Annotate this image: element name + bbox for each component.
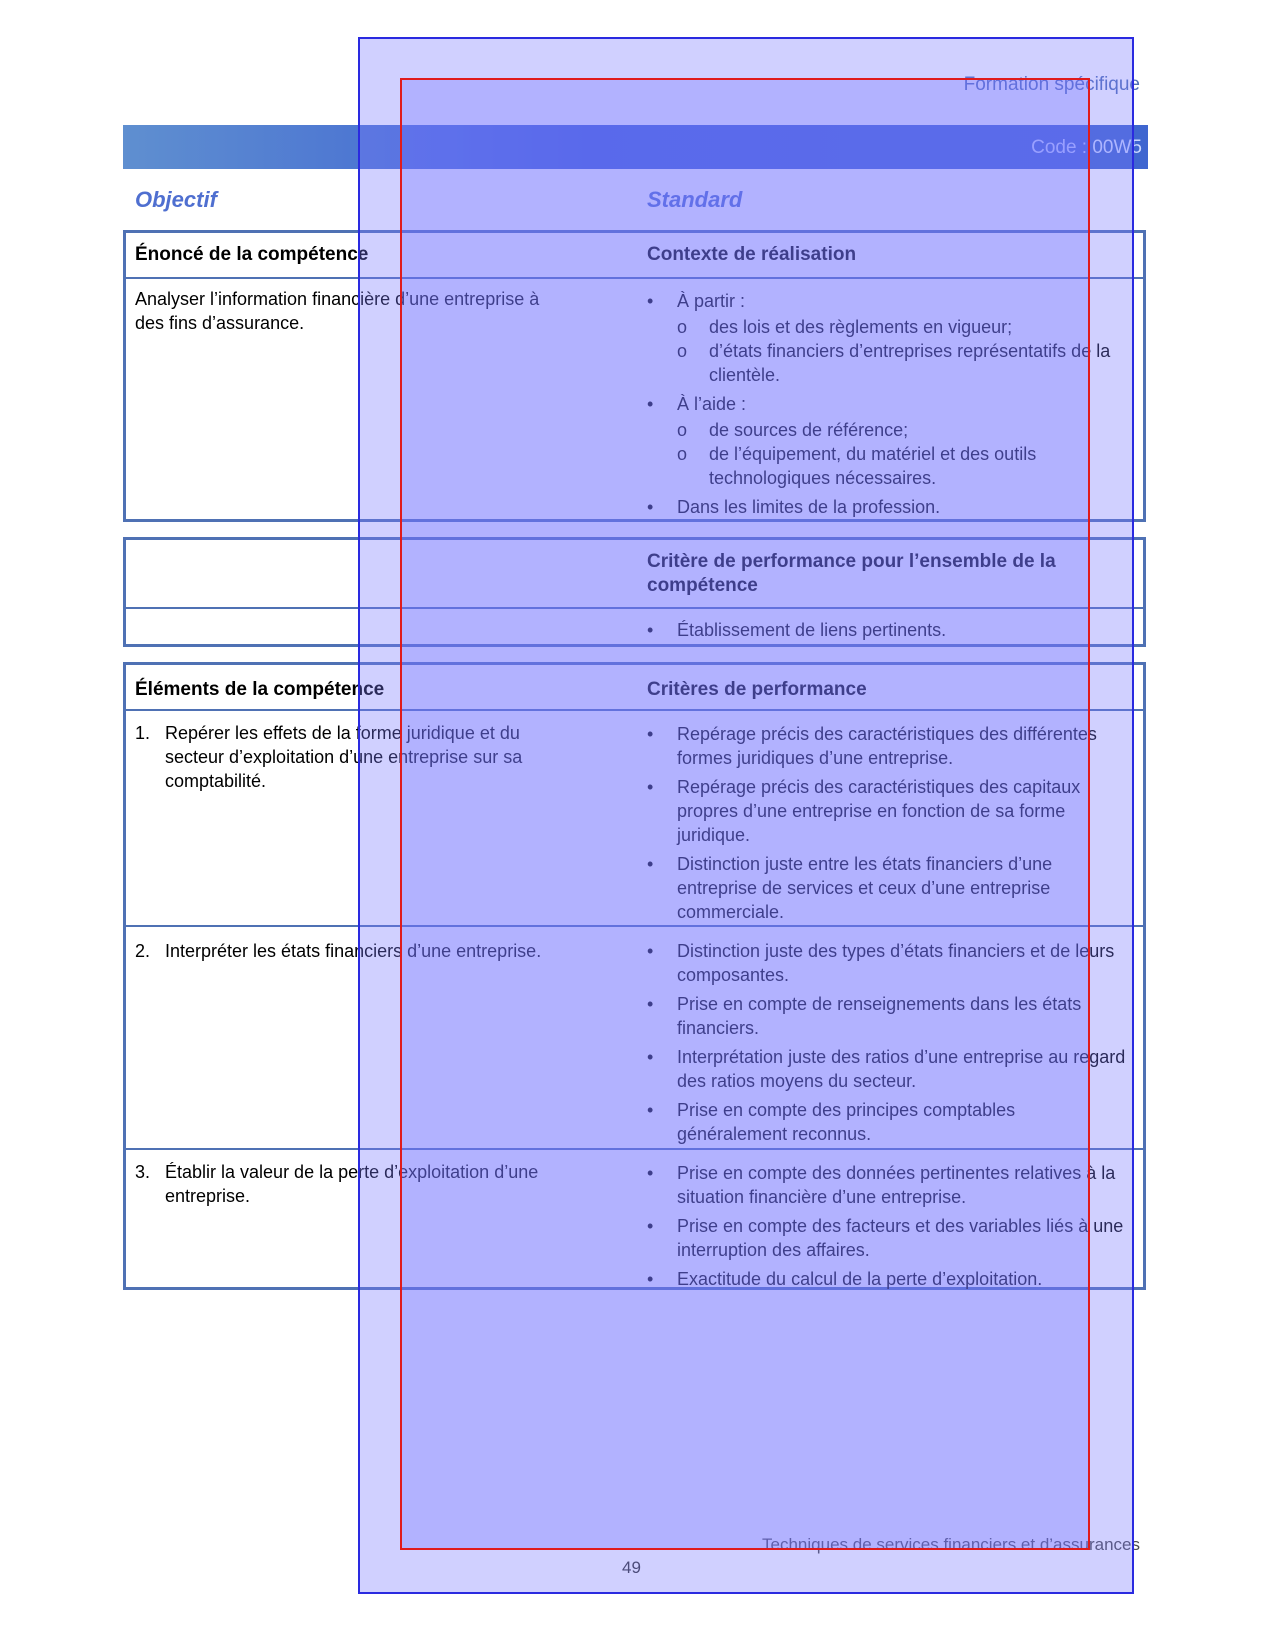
competence-statement-header: Énoncé de la compétence	[135, 244, 369, 265]
element-criterion-text: Interprétation juste des ratios d’une entreprise au regard des ratios moyens du secteur.	[677, 1047, 1126, 1091]
sub-bullet-icon: o	[677, 341, 688, 361]
element-criterion-text: Repérage précis des caractéristiques des capitaux propres d’une entreprise en fonction de sa forme juridique.	[677, 777, 1081, 845]
bullet-icon: •	[647, 724, 654, 744]
element-text: Repérer les effets de la forme juridique et du secteur d’exploitation d’une entreprise sur sa comptabilité.	[165, 723, 523, 791]
sub-bullet-icon: o	[677, 444, 688, 464]
element-criterion-text: Repérage précis des caractéristiques des différentes formes juridiques d’une entreprise.	[677, 724, 1097, 768]
bullet-icon: •	[647, 497, 654, 517]
context-subitem-text: de l’équipement, du matériel et des outils technologiques nécessaires.	[709, 444, 1037, 488]
bullet-icon: •	[647, 1047, 654, 1067]
sub-bullet-icon: o	[677, 420, 688, 440]
page-number: 49	[622, 1558, 641, 1577]
highlight-region-inner	[400, 78, 1090, 1550]
context-subitem-text: de sources de référence;	[709, 420, 909, 440]
element-criterion-text: Distinction juste des types d’états financiers et de leurs composantes.	[677, 941, 1115, 985]
program-code: Code : 00W5	[1031, 137, 1142, 158]
context-item-text: À l’aide :	[677, 394, 747, 414]
element-number: 3.	[135, 1162, 151, 1182]
competence-statement-line: Analyser l’information financière d’une entreprise à	[135, 289, 540, 309]
sub-bullet-icon: o	[677, 317, 688, 337]
bullet-icon: •	[647, 1163, 654, 1183]
bullet-icon: •	[647, 1216, 654, 1236]
element-criterion-text: Prise en compte des données pertinentes relatives à la situation financière d’une entreprise.	[677, 1163, 1116, 1207]
elements-header: Éléments de la compétence	[135, 679, 385, 700]
bullet-icon: •	[647, 394, 654, 414]
standard-column-title: Standard	[647, 187, 743, 212]
bullet-icon: •	[647, 854, 654, 874]
element-criterion-text: Prise en compte des facteurs et des variables liés à une interruption des affaires.	[677, 1216, 1124, 1260]
element-criterion-text: Exactitude du calcul de la perte d’exploitation.	[677, 1269, 1043, 1289]
element-text: Établir la valeur de la perte d’exploitation d’une entreprise.	[165, 1162, 539, 1206]
element-number: 2.	[135, 941, 151, 961]
context-subitem-text: d’états financiers d’entreprises représentatifs de la clientèle.	[709, 341, 1111, 385]
element-criterion-text: Distinction juste entre les états financiers d’une entreprise de services et ceux d’une entreprise commerciale.	[677, 854, 1053, 922]
overall-criterion-text: Établissement de liens pertinents.	[677, 620, 947, 640]
element-criterion-text: Prise en compte de renseignements dans les états financiers.	[677, 994, 1082, 1038]
bullet-icon: •	[647, 994, 654, 1014]
bullet-icon: •	[647, 1269, 654, 1289]
element-criterion-text: Prise en compte des principes comptables généralement reconnus.	[677, 1100, 1016, 1144]
bullet-icon: •	[647, 777, 654, 797]
bullet-icon: •	[647, 1100, 654, 1120]
footer-program-title: Techniques de services financiers et d’assurances	[762, 1535, 1140, 1554]
element-text: Interpréter les états financiers d’une entreprise.	[165, 941, 542, 961]
bullet-icon: •	[647, 620, 654, 640]
objective-column-title: Objectif	[135, 187, 217, 212]
bullet-icon: •	[647, 941, 654, 961]
context-item-text: Dans les limites de la profession.	[677, 497, 941, 517]
overall-criteria-header: Critère de performance pour l’ensemble de la compétence	[647, 551, 1056, 596]
competence-statement-line: des fins d’assurance.	[135, 313, 305, 333]
bullet-icon: •	[647, 291, 654, 311]
context-subitem-text: des lois et des règlements en vigueur;	[709, 317, 1013, 337]
page-header-title: Formation spécifique	[963, 74, 1140, 95]
context-item-text: À partir :	[677, 291, 746, 311]
element-number: 1.	[135, 723, 151, 743]
performance-criteria-header: Critères de performance	[647, 679, 867, 700]
context-header: Contexte de réalisation	[647, 244, 857, 265]
